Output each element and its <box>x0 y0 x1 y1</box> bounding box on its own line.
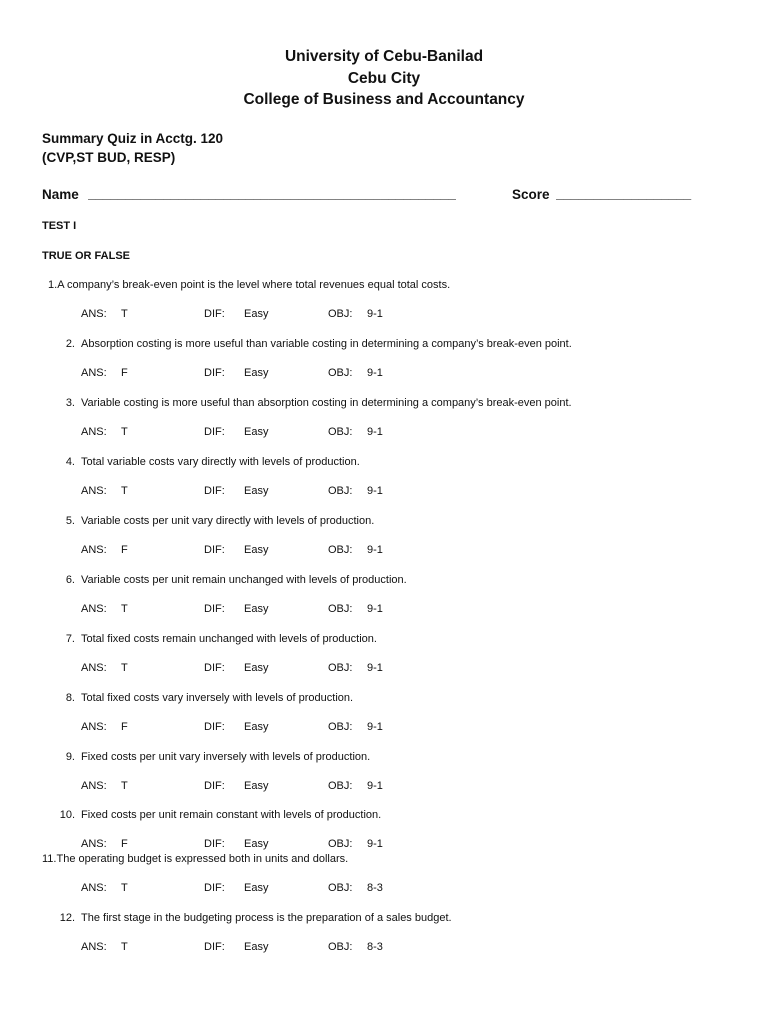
ans-value: F <box>121 367 128 379</box>
question-text: The operating budget is expressed both in units and dollars. <box>56 853 349 865</box>
question-number: 2. <box>65 338 75 350</box>
dif-value: Easy <box>244 662 269 674</box>
quiz-title: Summary Quiz in Acctg. 120 <box>42 131 224 146</box>
question-number: 1. <box>48 279 58 291</box>
question-number: 5. <box>65 515 75 527</box>
dif-label: DIF: <box>204 882 225 894</box>
ans-value: T <box>121 941 128 953</box>
obj-value: 9-1 <box>367 721 383 733</box>
obj-label: OBJ: <box>328 426 353 438</box>
dif-value: Easy <box>244 485 269 497</box>
dif-label: DIF: <box>204 544 225 556</box>
ans-value: T <box>121 308 128 320</box>
dif-label: DIF: <box>204 721 225 733</box>
dif-label: DIF: <box>204 603 225 615</box>
obj-label: OBJ: <box>328 544 353 556</box>
dif-label: DIF: <box>204 838 225 850</box>
question-text: Fixed costs per unit vary inversely with levels of production. <box>81 751 371 763</box>
question-text: Total fixed costs vary inversely with levels of production. <box>81 692 354 704</box>
question-text: Total fixed costs remain unchanged with levels of production. <box>81 633 377 645</box>
obj-value: 9-1 <box>367 544 383 556</box>
question-number: 10. <box>59 809 75 821</box>
ans-label: ANS: <box>81 367 107 379</box>
obj-label: OBJ: <box>328 721 353 733</box>
section-type: TRUE OR FALSE <box>42 250 131 262</box>
ans-value: T <box>121 780 128 792</box>
question-text: Absorption costing is more useful than variable costing in determining a company’s break-even point. <box>81 338 572 350</box>
obj-label: OBJ: <box>328 882 353 894</box>
question-1 <box>48 279 450 291</box>
ans-value: F <box>121 721 128 733</box>
obj-value: 9-1 <box>367 308 383 320</box>
ans-label: ANS: <box>81 426 107 438</box>
ans-label: ANS: <box>81 544 107 556</box>
ans-value: T <box>121 662 128 674</box>
dif-label: DIF: <box>204 780 225 792</box>
ans-label: ANS: <box>81 941 107 953</box>
question-number: 4. <box>65 456 75 468</box>
question-text: Total variable costs vary directly with levels of production. <box>81 456 360 468</box>
dif-value: Easy <box>244 544 269 556</box>
question-text: Variable costs per unit remain unchanged with levels of production. <box>81 574 407 586</box>
obj-label: OBJ: <box>328 838 353 850</box>
dif-value: Easy <box>244 603 269 615</box>
dif-value: Easy <box>244 308 269 320</box>
question-number: 11. <box>42 853 57 865</box>
ans-label: ANS: <box>81 485 107 497</box>
obj-label: OBJ: <box>328 941 353 953</box>
college-name: College of Business and Accountancy <box>243 91 525 108</box>
question-number: 6. <box>65 574 75 586</box>
ans-value: T <box>121 485 128 497</box>
name-label: Name <box>42 187 79 202</box>
question-number: 9. <box>65 751 75 763</box>
ans-label: ANS: <box>81 838 107 850</box>
ans-value: F <box>121 544 128 556</box>
dif-value: Easy <box>244 780 269 792</box>
dif-value: Easy <box>244 367 269 379</box>
obj-label: OBJ: <box>328 662 353 674</box>
test-heading: TEST I <box>42 220 77 232</box>
ans-value: T <box>121 882 128 894</box>
quiz-subtitle: (CVP,ST BUD, RESP) <box>42 150 176 165</box>
university-name: University of Cebu-Banilad <box>284 48 484 65</box>
dif-value: Easy <box>244 941 269 953</box>
obj-value: 9-1 <box>367 603 383 615</box>
obj-value: 9-1 <box>367 838 383 850</box>
ans-label: ANS: <box>81 603 107 615</box>
ans-value: F <box>121 838 128 850</box>
dif-label: DIF: <box>204 662 225 674</box>
obj-label: OBJ: <box>328 603 353 615</box>
name-field[interactable]: _________________________________________________ <box>88 186 456 201</box>
question-text: Fixed costs per unit remain constant with levels of production. <box>81 809 382 821</box>
ans-value: T <box>121 426 128 438</box>
question-number: 8. <box>65 692 75 704</box>
obj-label: OBJ: <box>328 308 353 320</box>
dif-label: DIF: <box>204 426 225 438</box>
obj-label: OBJ: <box>328 485 353 497</box>
ans-label: ANS: <box>81 882 107 894</box>
ans-label: ANS: <box>81 780 107 792</box>
dif-value: Easy <box>244 721 269 733</box>
city-name: Cebu City <box>347 70 421 87</box>
dif-label: DIF: <box>204 485 225 497</box>
obj-value: 9-1 <box>367 426 383 438</box>
ans-value: T <box>121 603 128 615</box>
obj-value: 8-3 <box>367 882 383 894</box>
score-field[interactable]: __________________ <box>556 186 692 201</box>
dif-value: Easy <box>244 426 269 438</box>
dif-label: DIF: <box>204 308 225 320</box>
obj-value: 9-1 <box>367 780 383 792</box>
obj-label: OBJ: <box>328 780 353 792</box>
obj-value: 9-1 <box>367 485 383 497</box>
score-label: Score <box>512 187 550 202</box>
question-number: 3. <box>65 397 75 409</box>
dif-value: Easy <box>244 838 269 850</box>
question-text: The first stage in the budgeting process is the preparation of a sales budget. <box>81 912 452 924</box>
question-text: Variable costing is more useful than absorption costing in determining a company’s break-even point. <box>81 397 572 409</box>
question-text: A company’s break-even point is the level where total revenues equal total costs. <box>57 279 451 291</box>
obj-value: 9-1 <box>367 367 383 379</box>
obj-value: 9-1 <box>367 662 383 674</box>
dif-value: Easy <box>244 882 269 894</box>
question-text: Variable costs per unit vary directly with levels of production. <box>81 515 375 527</box>
question-11 <box>42 853 348 865</box>
ans-label: ANS: <box>81 662 107 674</box>
obj-value: 8-3 <box>367 941 383 953</box>
question-number: 7. <box>65 633 75 645</box>
question-number: 12. <box>59 912 75 924</box>
ans-label: ANS: <box>81 308 107 320</box>
dif-label: DIF: <box>204 367 225 379</box>
obj-label: OBJ: <box>328 367 353 379</box>
dif-label: DIF: <box>204 941 225 953</box>
ans-label: ANS: <box>81 721 107 733</box>
